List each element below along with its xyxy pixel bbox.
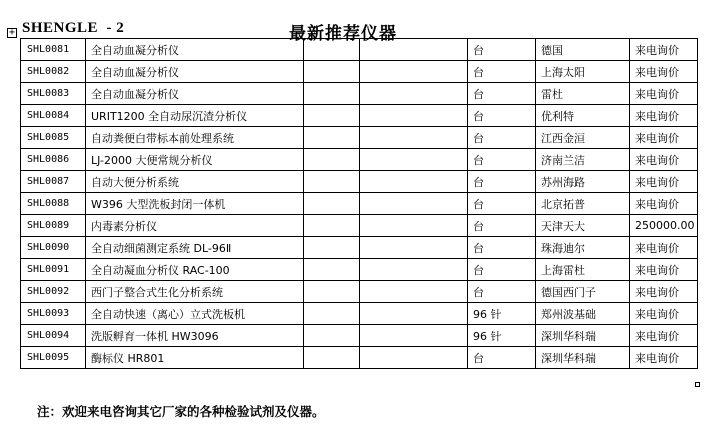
- spec-cell: [304, 61, 360, 83]
- origin-cell: 上海太阳: [536, 61, 630, 83]
- item-code-cell: SHL0087: [21, 171, 86, 193]
- product-name-cell: 自动大便分析系统: [86, 171, 304, 193]
- product-name-cell: 洗版孵育一体机 HW3096: [86, 325, 304, 347]
- footer-note: 注：欢迎来电咨询其它厂家的各种检验试剂及仪器。: [37, 404, 325, 419]
- origin-cell: 雷杜: [536, 83, 630, 105]
- table-row: [21, 215, 698, 237]
- product-name-cell: 全自动血凝分析仪: [86, 39, 304, 61]
- blank-cell: [360, 61, 468, 83]
- price-cell: 来电询价: [630, 237, 698, 259]
- table-row: [21, 105, 698, 127]
- unit-cell: 台: [468, 149, 536, 171]
- origin-cell: 苏州海路: [536, 171, 630, 193]
- spec-cell: [304, 127, 360, 149]
- spec-cell: [304, 171, 360, 193]
- table-row: [21, 281, 698, 303]
- unit-cell: 台: [468, 237, 536, 259]
- origin-cell: 上海雷杜: [536, 259, 630, 281]
- origin-cell: 天津天大: [536, 215, 630, 237]
- spec-cell: [304, 303, 360, 325]
- product-name-cell: 酶标仪 HR801: [86, 347, 304, 369]
- unit-cell: 台: [468, 281, 536, 303]
- spec-cell: [304, 281, 360, 303]
- unit-cell: 台: [468, 39, 536, 61]
- product-name-cell: 全自动细菌测定系统 DL-96Ⅱ: [86, 237, 304, 259]
- item-code-cell: SHL0081: [21, 39, 86, 61]
- spec-cell: [304, 259, 360, 281]
- origin-cell: 深圳华科瑞: [536, 347, 630, 369]
- blank-cell: [360, 105, 468, 127]
- item-code-cell: SHL0085: [21, 127, 86, 149]
- unit-cell: 台: [468, 83, 536, 105]
- origin-cell: 深圳华科瑞: [536, 325, 630, 347]
- origin-cell: 珠海迪尔: [536, 237, 630, 259]
- unit-cell: 台: [468, 61, 536, 83]
- table-resize-handle[interactable]: [695, 382, 700, 387]
- spec-cell: [304, 193, 360, 215]
- product-name-cell: 全自动血凝分析仪: [86, 61, 304, 83]
- table-row: [21, 325, 698, 347]
- unit-cell: 台: [468, 347, 536, 369]
- price-cell: 来电询价: [630, 83, 698, 105]
- page-title: 最新推荐仪器: [289, 24, 397, 44]
- table-row: [21, 237, 698, 259]
- spec-cell: [304, 149, 360, 171]
- product-name-cell: 全自动凝血分析仪 RAC-100: [86, 259, 304, 281]
- table-row: [21, 193, 698, 215]
- price-cell: 来电询价: [630, 303, 698, 325]
- table-row: [21, 259, 698, 281]
- unit-cell: 96 针: [468, 303, 536, 325]
- blank-cell: [360, 39, 468, 61]
- table-row: [21, 149, 698, 171]
- table-row: [21, 39, 698, 61]
- blank-cell: [360, 127, 468, 149]
- table-row: [21, 83, 698, 105]
- table-row: [21, 127, 698, 149]
- unit-cell: 台: [468, 171, 536, 193]
- spec-cell: [304, 83, 360, 105]
- unit-cell: 96 针: [468, 325, 536, 347]
- table-row: [21, 347, 698, 369]
- item-code-cell: SHL0084: [21, 105, 86, 127]
- price-cell: 来电询价: [630, 259, 698, 281]
- unit-cell: 台: [468, 193, 536, 215]
- item-code-cell: SHL0083: [21, 83, 86, 105]
- item-code-cell: SHL0082: [21, 61, 86, 83]
- price-cell: 来电询价: [630, 347, 698, 369]
- blank-cell: [360, 259, 468, 281]
- unit-cell: 台: [468, 127, 536, 149]
- table-row: [21, 171, 698, 193]
- spec-cell: [304, 215, 360, 237]
- item-code-cell: SHL0089: [21, 215, 86, 237]
- spec-cell: [304, 325, 360, 347]
- product-table: [20, 38, 698, 369]
- blank-cell: [360, 325, 468, 347]
- origin-cell: 北京拓普: [536, 193, 630, 215]
- table-row: [21, 303, 698, 325]
- product-name-cell: URIT1200 全自动尿沉渣分析仪: [86, 105, 304, 127]
- item-code-cell: SHL0093: [21, 303, 86, 325]
- product-name-cell: 西门子整合式生化分析系统: [86, 281, 304, 303]
- catalog-code: SHENGLE - 2: [22, 20, 125, 36]
- table-row: [21, 61, 698, 83]
- unit-cell: 台: [468, 215, 536, 237]
- blank-cell: [360, 193, 468, 215]
- item-code-cell: SHL0092: [21, 281, 86, 303]
- price-cell: 来电询价: [630, 127, 698, 149]
- price-cell: 来电询价: [630, 105, 698, 127]
- blank-cell: [360, 347, 468, 369]
- unit-cell: 台: [468, 105, 536, 127]
- origin-cell: 优利特: [536, 105, 630, 127]
- product-name-cell: 全自动快速（离心）立式洗板机: [86, 303, 304, 325]
- product-name-cell: 内毒素分析仪: [86, 215, 304, 237]
- spec-cell: [304, 347, 360, 369]
- blank-cell: [360, 83, 468, 105]
- product-name-cell: 自动粪便白带标本前处理系统: [86, 127, 304, 149]
- blank-cell: [360, 171, 468, 193]
- item-code-cell: SHL0088: [21, 193, 86, 215]
- item-code-cell: SHL0095: [21, 347, 86, 369]
- origin-cell: 郑州波基础: [536, 303, 630, 325]
- blank-cell: [360, 237, 468, 259]
- item-code-cell: SHL0090: [21, 237, 86, 259]
- origin-cell: 济南兰洁: [536, 149, 630, 171]
- product-name-cell: W396 大型洗板封闭一体机: [86, 193, 304, 215]
- move-handle-icon[interactable]: +: [8, 27, 16, 38]
- origin-cell: 江西金洹: [536, 127, 630, 149]
- product-name-cell: LJ-2000 大便常规分析仪: [86, 149, 304, 171]
- product-name-cell: 全自动血凝分析仪: [86, 83, 304, 105]
- item-code-cell: SHL0086: [21, 149, 86, 171]
- origin-cell: 德国西门子: [536, 281, 630, 303]
- blank-cell: [360, 281, 468, 303]
- item-code-cell: SHL0091: [21, 259, 86, 281]
- blank-cell: [360, 149, 468, 171]
- price-cell: 来电询价: [630, 193, 698, 215]
- price-cell: 250000.00: [630, 215, 698, 237]
- spec-cell: [304, 39, 360, 61]
- blank-cell: [360, 303, 468, 325]
- price-cell: 来电询价: [630, 325, 698, 347]
- blank-cell: [360, 215, 468, 237]
- spec-cell: [304, 237, 360, 259]
- origin-cell: 德国: [536, 39, 630, 61]
- price-cell: 来电询价: [630, 61, 698, 83]
- price-cell: 来电询价: [630, 39, 698, 61]
- price-cell: 来电询价: [630, 171, 698, 193]
- spec-cell: [304, 105, 360, 127]
- unit-cell: 台: [468, 259, 536, 281]
- item-code-cell: SHL0094: [21, 325, 86, 347]
- price-cell: 来电询价: [630, 281, 698, 303]
- price-cell: 来电询价: [630, 149, 698, 171]
